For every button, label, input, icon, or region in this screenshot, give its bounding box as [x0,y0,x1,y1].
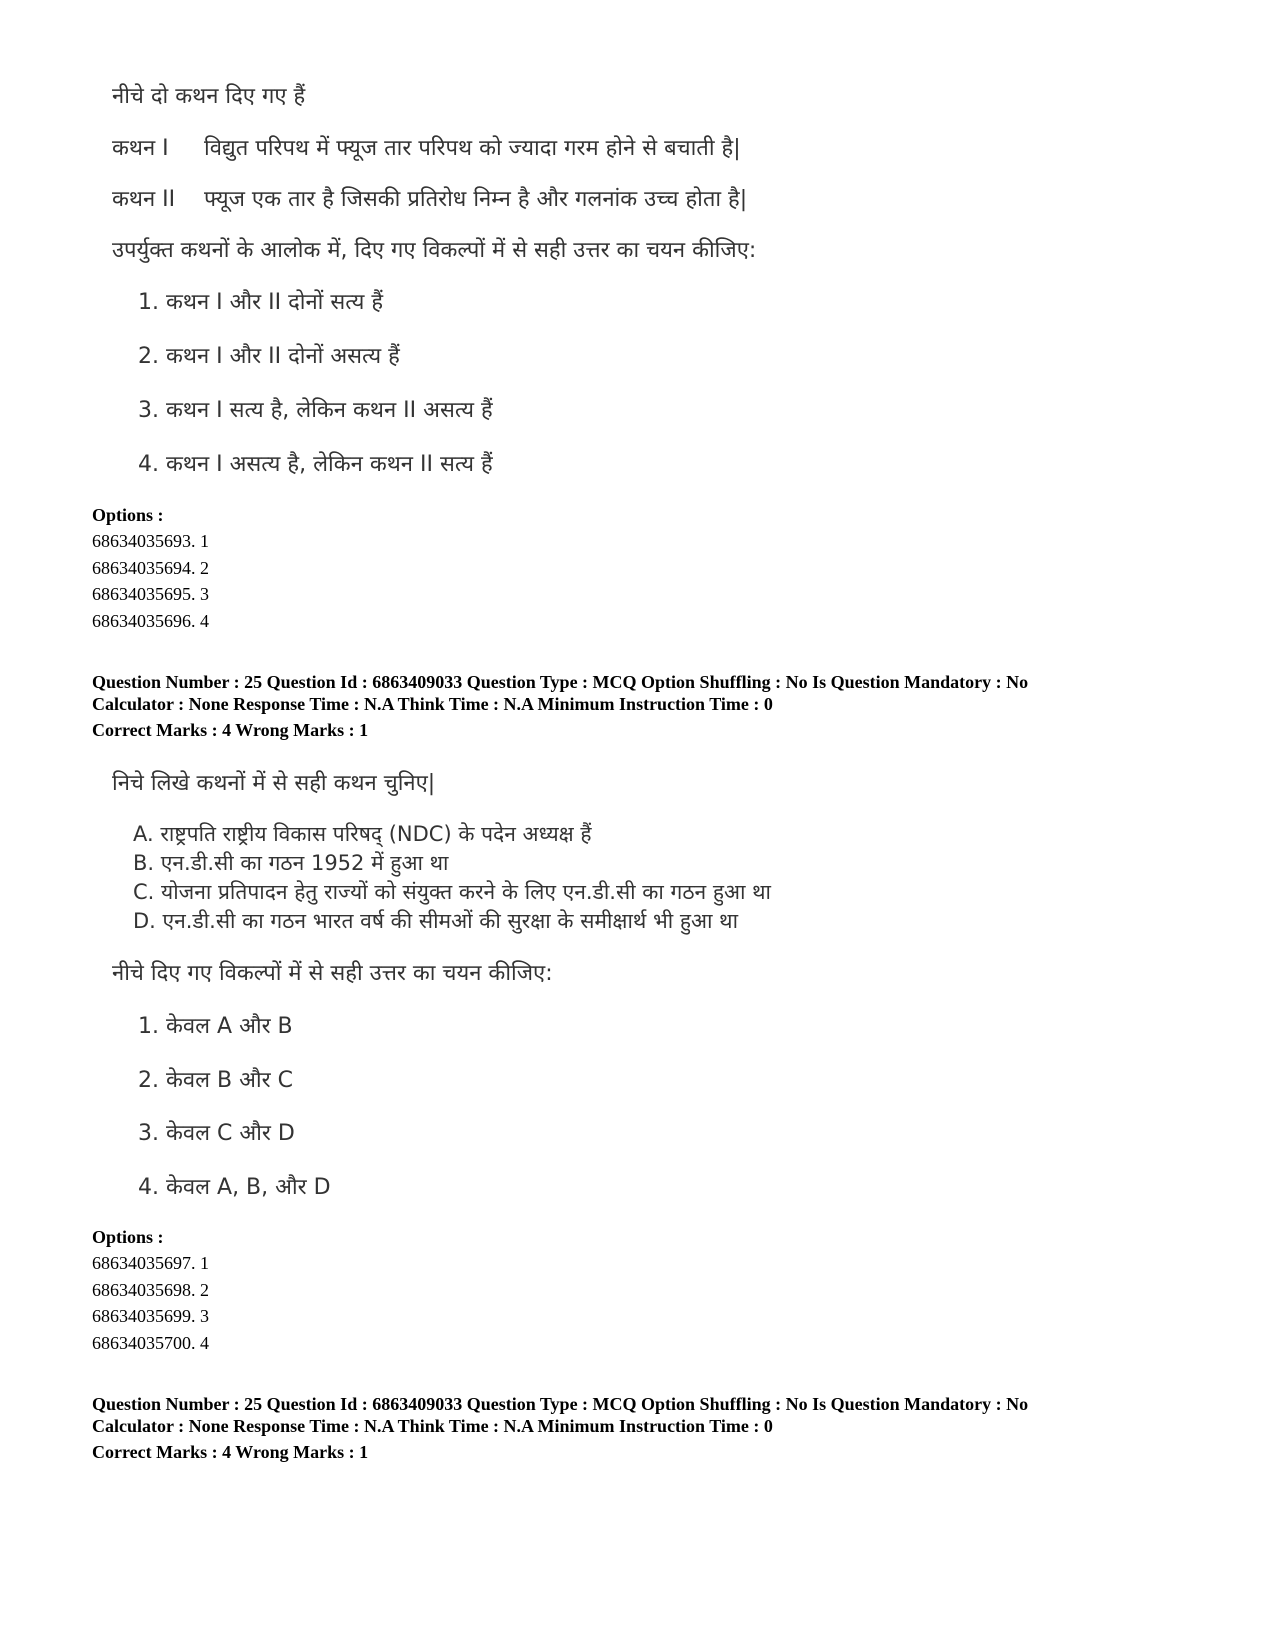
meta1-line-2: Calculator : None Response Time : N.A Think Time : N.A Minimum Instruction Time : 0 [92,694,773,714]
q2-option-2: 68634035698. 2 [92,1280,209,1300]
q1-option-1: 68634035693. 1 [92,531,209,551]
q2-option-4: 68634035700. 4 [92,1333,209,1353]
q2-statement-c: C. योजना प्रतिपादन हेतु राज्यों को संयुक्त करने के लिए एन.डी.सी का गठन हुआ था [133,880,771,904]
meta2-line-3: Correct Marks : 4 Wrong Marks : 1 [92,1442,369,1462]
q1-statement-2 [112,189,747,211]
q2-choice-3: 3. केवल C और D [138,1121,295,1146]
q2-choice-1: 1. केवल A और B [138,1014,293,1039]
q2-intro: निचे लिखे कथनों में से सही कथन चुनिए| [112,771,436,796]
q1-statement-2-label: कथन II [112,187,176,212]
q1-statement-1-label: कथन I [112,136,169,161]
q1-statement-2-text: फ्यूज एक तार है जिसकी प्रतिरोध निम्न है और गलनांक उच्च होता है| [204,187,748,212]
q2-option-3: 68634035699. 3 [92,1306,209,1326]
q1-options-label: Options : [92,505,164,525]
q1-instruction: उपर्युक्त कथनों के आलोक में, दिए गए विकल्पों में से सही उत्तर का चयन कीजिए: [112,238,757,263]
q1-statement-1 [112,138,741,160]
meta2-line-1: Question Number : 25 Question Id : 6863409033 Question Type : MCQ Option Shuffling : No Is Question Mandatory : No [92,1394,1029,1414]
q2-instruction: नीचे दिए गए विकल्पों में से सही उत्तर का चयन कीजिए: [112,961,553,986]
q1-statement-1-text: विद्युत परिपथ में फ्यूज तार परिपथ को ज्यादा गरम होने से बचाती है| [204,136,741,161]
meta2-line-2: Calculator : None Response Time : N.A Think Time : N.A Minimum Instruction Time : 0 [92,1416,773,1436]
q1-choice-3: 3. कथन I सत्य है, लेकिन कथन II असत्य हैं [138,398,493,423]
meta1-line-1: Question Number : 25 Question Id : 6863409033 Question Type : MCQ Option Shuffling : No Is Question Mandatory : No [92,672,1029,692]
q2-choice-2: 2. केवल B और C [138,1068,293,1093]
q1-option-4: 68634035696. 4 [92,611,209,631]
meta1-line-3: Correct Marks : 4 Wrong Marks : 1 [92,720,369,740]
q2-statement-a: A. राष्ट्रपति राष्ट्रीय विकास परिषद् (NDC) के पदेन अध्यक्ष हैं [133,822,592,846]
q2-statement-d: D. एन.डी.सी का गठन भारत वर्ष की सीमओं की सुरक्षा के समीक्षार्थ भी हुआ था [133,909,739,933]
q1-choice-1: 1. कथन I और II दोनों सत्य हैं [138,290,384,315]
q2-choice-4: 4. केवल A, B, और D [138,1175,331,1200]
q1-option-3: 68634035695. 3 [92,584,209,604]
q2-statement-b: B. एन.डी.सी का गठन 1952 में हुआ था [133,851,449,875]
q2-option-1: 68634035697. 1 [92,1253,209,1273]
q1-option-2: 68634035694. 2 [92,558,209,578]
q2-options-label: Options : [92,1227,164,1247]
q1-choice-2: 2. कथन I और II दोनों असत्य हैं [138,344,400,369]
q1-choice-4: 4. कथन I असत्य है, लेकिन कथन II सत्य हैं [138,452,493,477]
q1-intro: नीचे दो कथन दिए गए हैं [112,84,306,109]
